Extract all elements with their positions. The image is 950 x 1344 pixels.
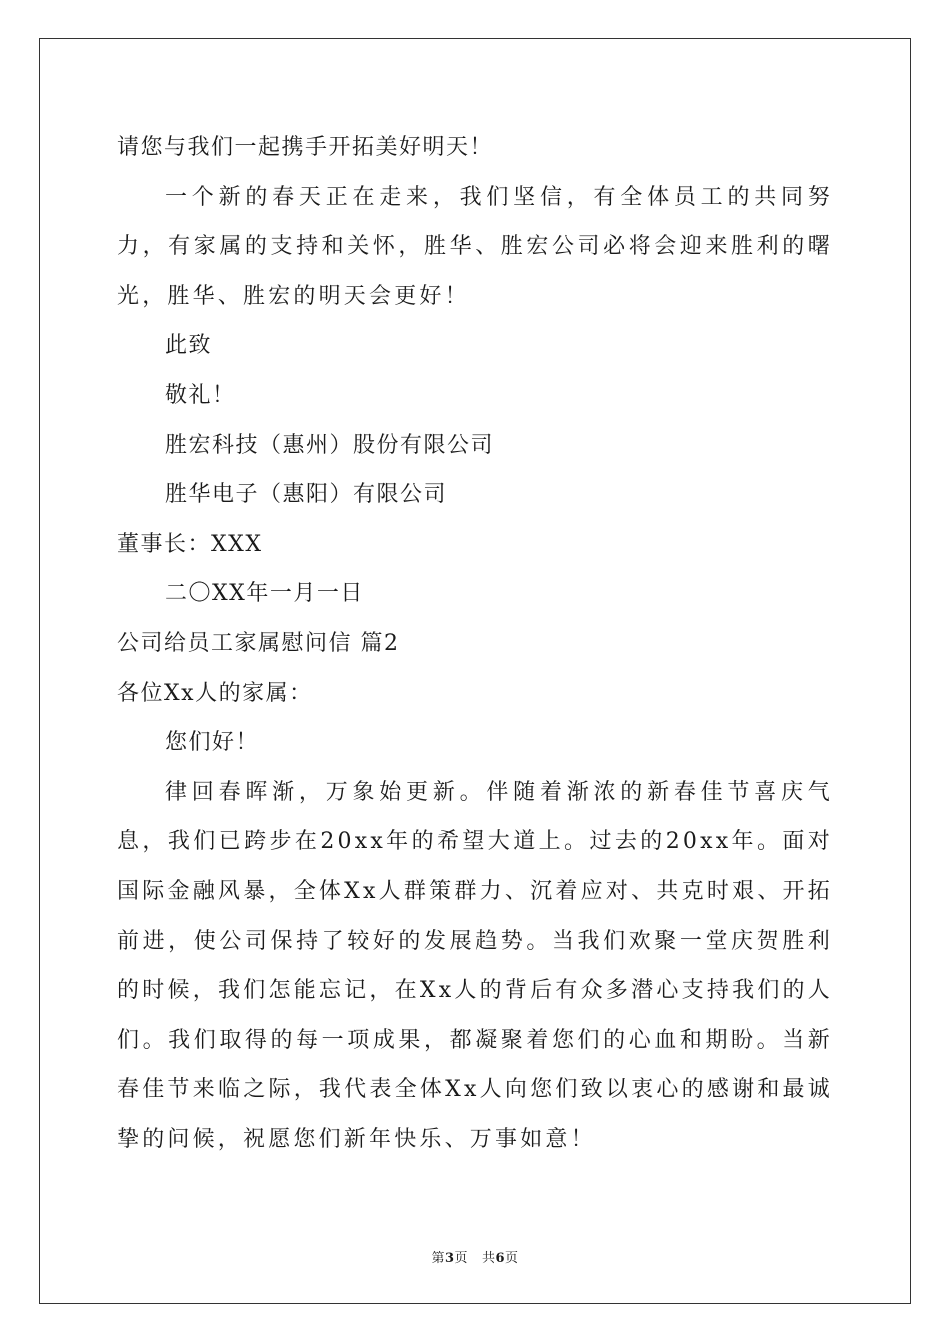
footer-total-suffix: 页 xyxy=(505,1251,519,1266)
paragraph-new-year-message: 律回春晖渐，万象始更新。伴随着渐浓的新春佳节喜庆气息，我们已跨步在20xx年的希望大道上。过去的20xx年。面对国际金融风暴，全体Xx人群策群力、沉着应对、共克时艰、开拓前进，使公司保持了较好的发展趋势。当我们欢聚一堂庆贺胜利的时候，我们怎能忘记，在Xx人的背后有众多潜心支持我们的人们。我们取得的每一项成果，都凝聚着您们的心血和期盼。当新春佳节来临之际，我代表全体Xx人向您们致以衷心的感谢和最诚挚的问候，祝愿您们新年快乐、万事如意！ xyxy=(117,779,833,1152)
paragraph-spring-outlook: 一个新的春天正在走来，我们坚信，有全体员工的共同努力，有家属的支持和关怀，胜华、胜宏公司必将会迎来胜利的曙光，胜华、胜宏的明天会更好！ xyxy=(117,184,833,309)
salutation-jingli: 敬礼！ xyxy=(165,382,236,408)
salutation-cizhi: 此致 xyxy=(165,333,213,359)
signature-chairman: 董事长：XXX xyxy=(117,531,263,557)
section-title: 公司给员工家属慰问信 篇2 xyxy=(117,630,400,656)
signature-company-1: 胜宏科技（惠州）股份有限公司 xyxy=(165,432,495,458)
footer-prefix: 第 xyxy=(431,1251,445,1266)
letter-greeting: 您们好！ xyxy=(165,730,260,756)
letter-addressee: 各位Xx人的家属： xyxy=(117,680,313,706)
footer-total-pages: 6 xyxy=(495,1251,506,1266)
footer-page-suffix: 页 xyxy=(454,1251,469,1266)
document-body xyxy=(117,123,833,1164)
letter-date: 二〇XX年一月一日 xyxy=(165,581,364,607)
footer-page-number: 3 xyxy=(444,1251,455,1266)
footer-total-prefix: 共 xyxy=(481,1251,496,1266)
signature-company-2: 胜华电子（惠阳）有限公司 xyxy=(165,482,448,508)
paragraph-closing-invite: 请您与我们一起携手开拓美好明天！ xyxy=(117,135,494,160)
page-footer xyxy=(0,1247,950,1266)
